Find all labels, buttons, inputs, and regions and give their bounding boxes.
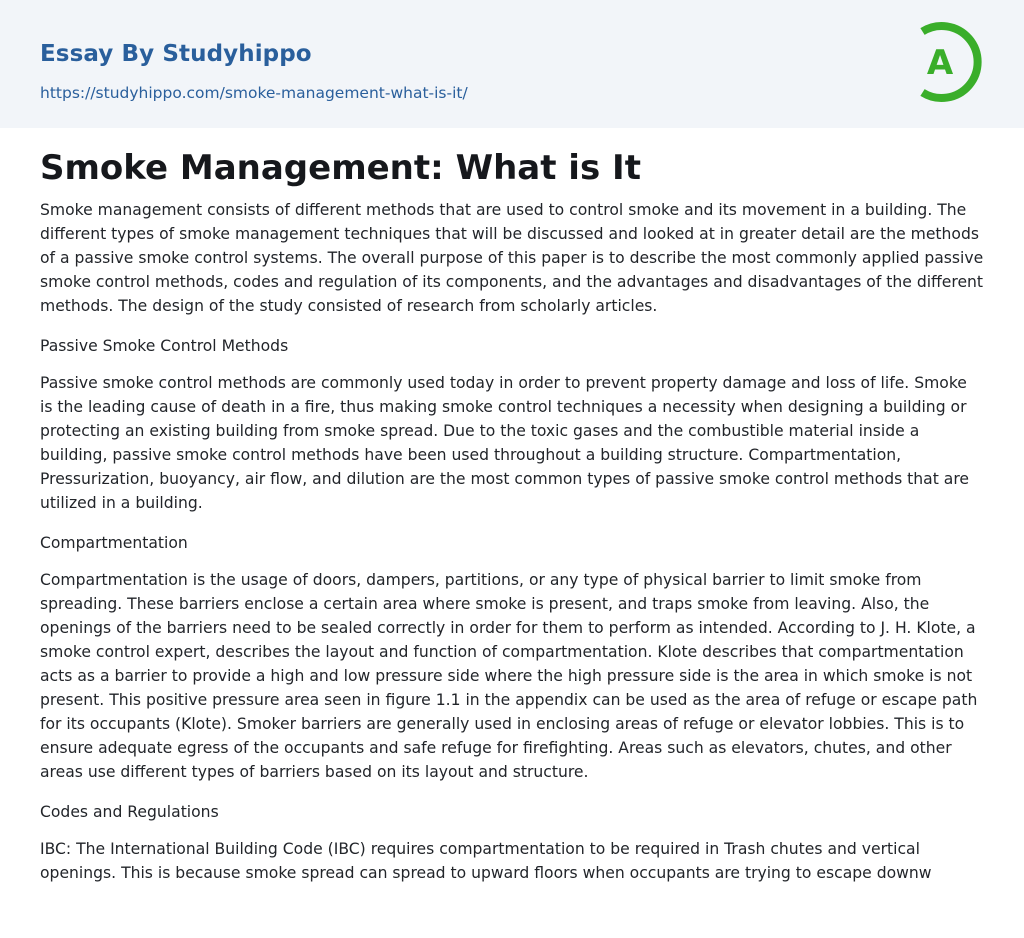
section-heading-compartmentation: Compartmentation xyxy=(40,534,188,552)
logo-letter: A xyxy=(926,43,954,83)
section-heading-passive-methods: Passive Smoke Control Methods xyxy=(40,337,289,355)
site-brand[interactable]: Essay By Studyhippo xyxy=(40,41,312,67)
section-heading-codes: Codes and Regulations xyxy=(40,803,219,821)
truncated-excerpt xyxy=(40,837,984,885)
section-body-compartmentation: Compartmentation is the usage of doors, dampers, partitions, or any type of physical barrier to limit smoke from spreading. These barriers enclose a certain area where smoke is present, and traps smoke from leaving. Also, the openings of the barriers need to be sealed correctly in order for them to perform as intended. According to J. H. Klote, a smoke control expert, describes the layout and function of compartmentation. Klote describes that compartmentation acts as a barrier to provide a high and low pressure side where the high pressure side is the area in which smoke is not present. This positive pressure area seen in figure 1.1 in the appendix can be used as the area of refuge or escape path for its occupants (Klote). Smoker barriers are generally used in enclosing areas of refuge or elevator lobbies. This is to ensure adequate egress of the occupants and safe refuge for firefighting. Areas such as elevators, chutes, and other areas use different types of barriers based on its layout and structure. xyxy=(40,571,978,781)
intro-paragraph: Smoke management consists of different methods that are used to control smoke and its movement in a building. The different types of smoke management techniques that will be discussed and looked at in greater detail are the methods of a passive smoke control systems. The overall purpose of this paper is to describe the most commonly applied passive smoke control methods, codes and regulation of its components, and the advantages and disadvantages of the different methods. The design of the study consisted of research from scholarly articles. xyxy=(40,201,984,315)
section-body-passive-methods: Passive smoke control methods are commonly used today in order to prevent property damage and loss of life. Smoke is the leading cause of death in a fire, thus making smoke control techniques a necessity when designing a building or protecting an existing building from smoke spread. Due to the toxic gases and the combustible material inside a building, passive smoke control methods have been used throughout a building structure. Compartmentation, Pressurization, buoyancy, air flow, and dilution are the most common types of passive smoke control methods that are utilized in a building. xyxy=(40,374,970,512)
studyhippo-logo-icon[interactable] xyxy=(912,18,988,106)
section-body-codes: IBC: The International Building Code (IBC) requires compartmentation to be required in Trash chutes and vertical openings. This is because smoke spread can spread to upward floors when occupants are trying to escape downw xyxy=(40,840,932,882)
page-title: Smoke Management: What is It xyxy=(40,148,641,188)
page-url-link[interactable]: https://studyhippo.com/smoke-management-what-is-it/ xyxy=(40,84,468,102)
site-header xyxy=(0,0,1024,128)
article xyxy=(40,144,984,885)
